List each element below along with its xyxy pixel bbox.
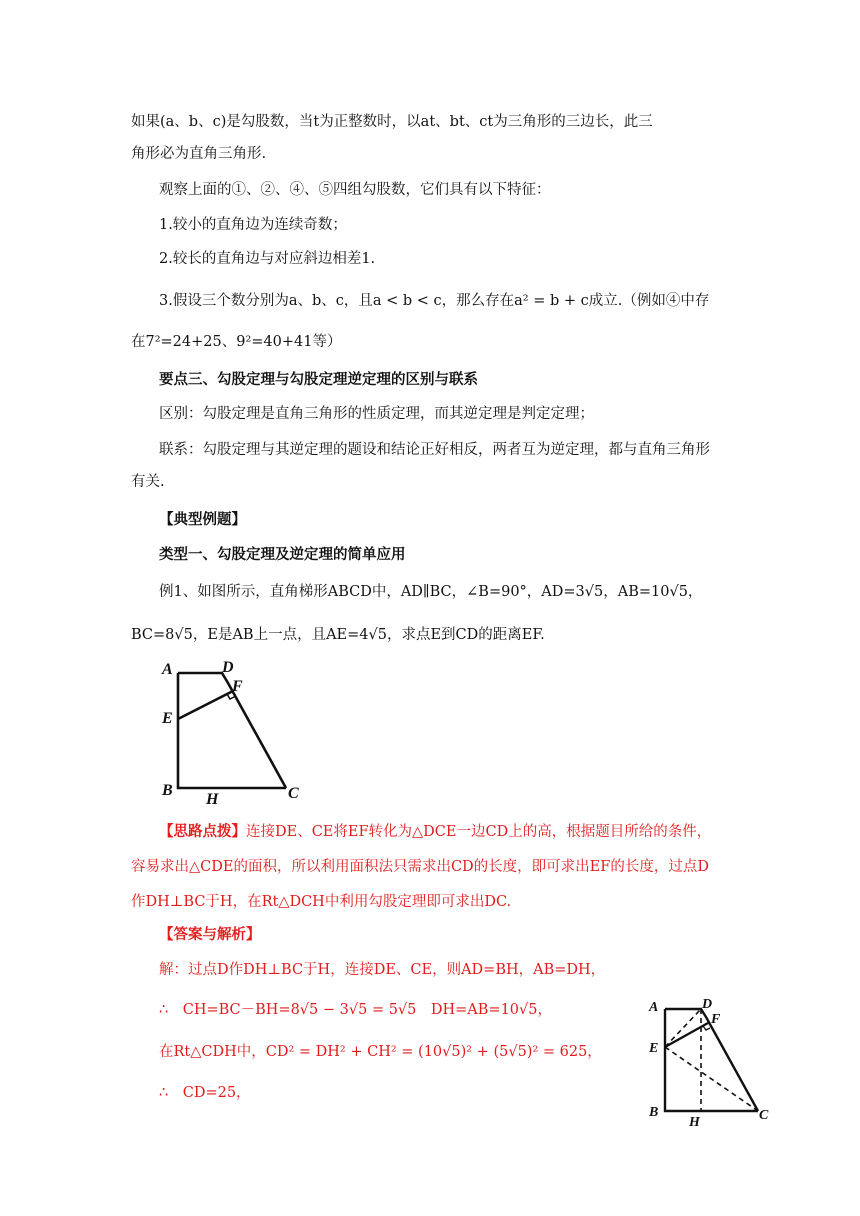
feature-1: 1.较小的直角边为连续奇数；	[159, 217, 347, 233]
label-b: B	[162, 782, 173, 799]
label2-c: C	[759, 1108, 769, 1123]
label2-e: E	[649, 1041, 659, 1056]
solution-line3: 在Rt△CDH中，CD² = DH² + CH² = (10√5)² + (5√5)² = 625，	[159, 1044, 602, 1060]
solution-line1: 解：过点D作DH⊥BC于H，连接DE、CE，则AD=BH，AB=DH，	[159, 962, 606, 978]
solution-line2: ∴ CH=BC－BH=8√5 − 3√5 = 5√5 DH=AB=10√5，	[159, 1002, 553, 1018]
hint-line2: 容易求出△CDE的面积，所以利用面积法只需求出CD的长度，即可求出EF的长度，过点D	[131, 859, 709, 875]
segment-ef-2	[665, 1023, 708, 1047]
para-difference: 区别：勾股定理是直角三角形的性质定理，而其逆定理是判定定理；	[159, 406, 594, 422]
feature-3-line1: 3.假设三个数分别为a、b、c，且a < b < c，那么存在a² = b + c成立.（例如④中存	[159, 293, 710, 309]
answer-label: 【答案与解析】	[159, 926, 261, 943]
dashed-segment-de	[665, 1009, 701, 1047]
para-pythagorean-multiples-line2: 角形必为直角三角形.	[131, 146, 267, 162]
right-angle-mark-2	[703, 1026, 710, 1030]
trapezoid-figure-1	[150, 655, 320, 805]
solution-line4: ∴ CD=25，	[159, 1085, 251, 1101]
para-pythagorean-multiples-line1: 如果(a、b、c)是勾股数，当t为正整数时，以at、bt、ct为三角形的三边长，此三	[131, 114, 653, 130]
dashed-segment-ce	[665, 1047, 758, 1111]
label-d: D	[222, 659, 234, 676]
feature-3-line2: 在7²=24+25、9²=40+41等）	[131, 334, 342, 350]
para-connection-line1: 联系：勾股定理与其逆定理的题设和结论正好相反，两者互为逆定理，都与直角三角形	[159, 442, 710, 458]
trapezoid-figure-2	[645, 995, 780, 1130]
label-h: H	[206, 791, 219, 805]
heading-point-3: 要点三、勾股定理与勾股定理逆定理的区别与联系	[159, 371, 478, 388]
para-observation: 观察上面的①、②、④、⑤四组勾股数，它们具有以下特征：	[159, 182, 551, 198]
segment-ef	[178, 691, 233, 719]
heading-type-1: 类型一、勾股定理及逆定理的简单应用	[159, 546, 406, 563]
hint-line1	[159, 822, 711, 842]
feature-2: 2.较长的直角边与对应斜边相差1.	[159, 251, 376, 267]
heading-typical-examples: 【典型例题】	[159, 511, 246, 528]
example-1-line1: 例1、如图所示，直角梯形ABCD中，AD∥BC，∠B=90°，AD=3√5，AB=10√5，	[159, 584, 703, 600]
hint-text-1: 连接DE、CE将EF转化为△DCE一边CD上的高，根据题目所给的条件，	[246, 824, 712, 840]
label2-a: A	[649, 1000, 659, 1015]
label2-d: D	[702, 997, 713, 1012]
label-a: A	[162, 661, 173, 678]
hint-line3: 作DH⊥BC于H，在Rt△DCH中利用勾股定理即可求出DC.	[131, 894, 512, 910]
label-c: C	[288, 785, 299, 802]
hint-label: 【思路点拨】	[159, 823, 246, 840]
label2-b: B	[649, 1105, 659, 1120]
label-f: F	[232, 678, 243, 695]
label-e: E	[162, 710, 173, 727]
label2-h: H	[689, 1115, 700, 1130]
para-connection-line2: 有关.	[131, 474, 165, 490]
example-1-line2: BC=8√5，E是AB上一点，且AE=4√5，求点E到CD的距离EF.	[131, 627, 545, 643]
label2-f: F	[711, 1012, 721, 1027]
